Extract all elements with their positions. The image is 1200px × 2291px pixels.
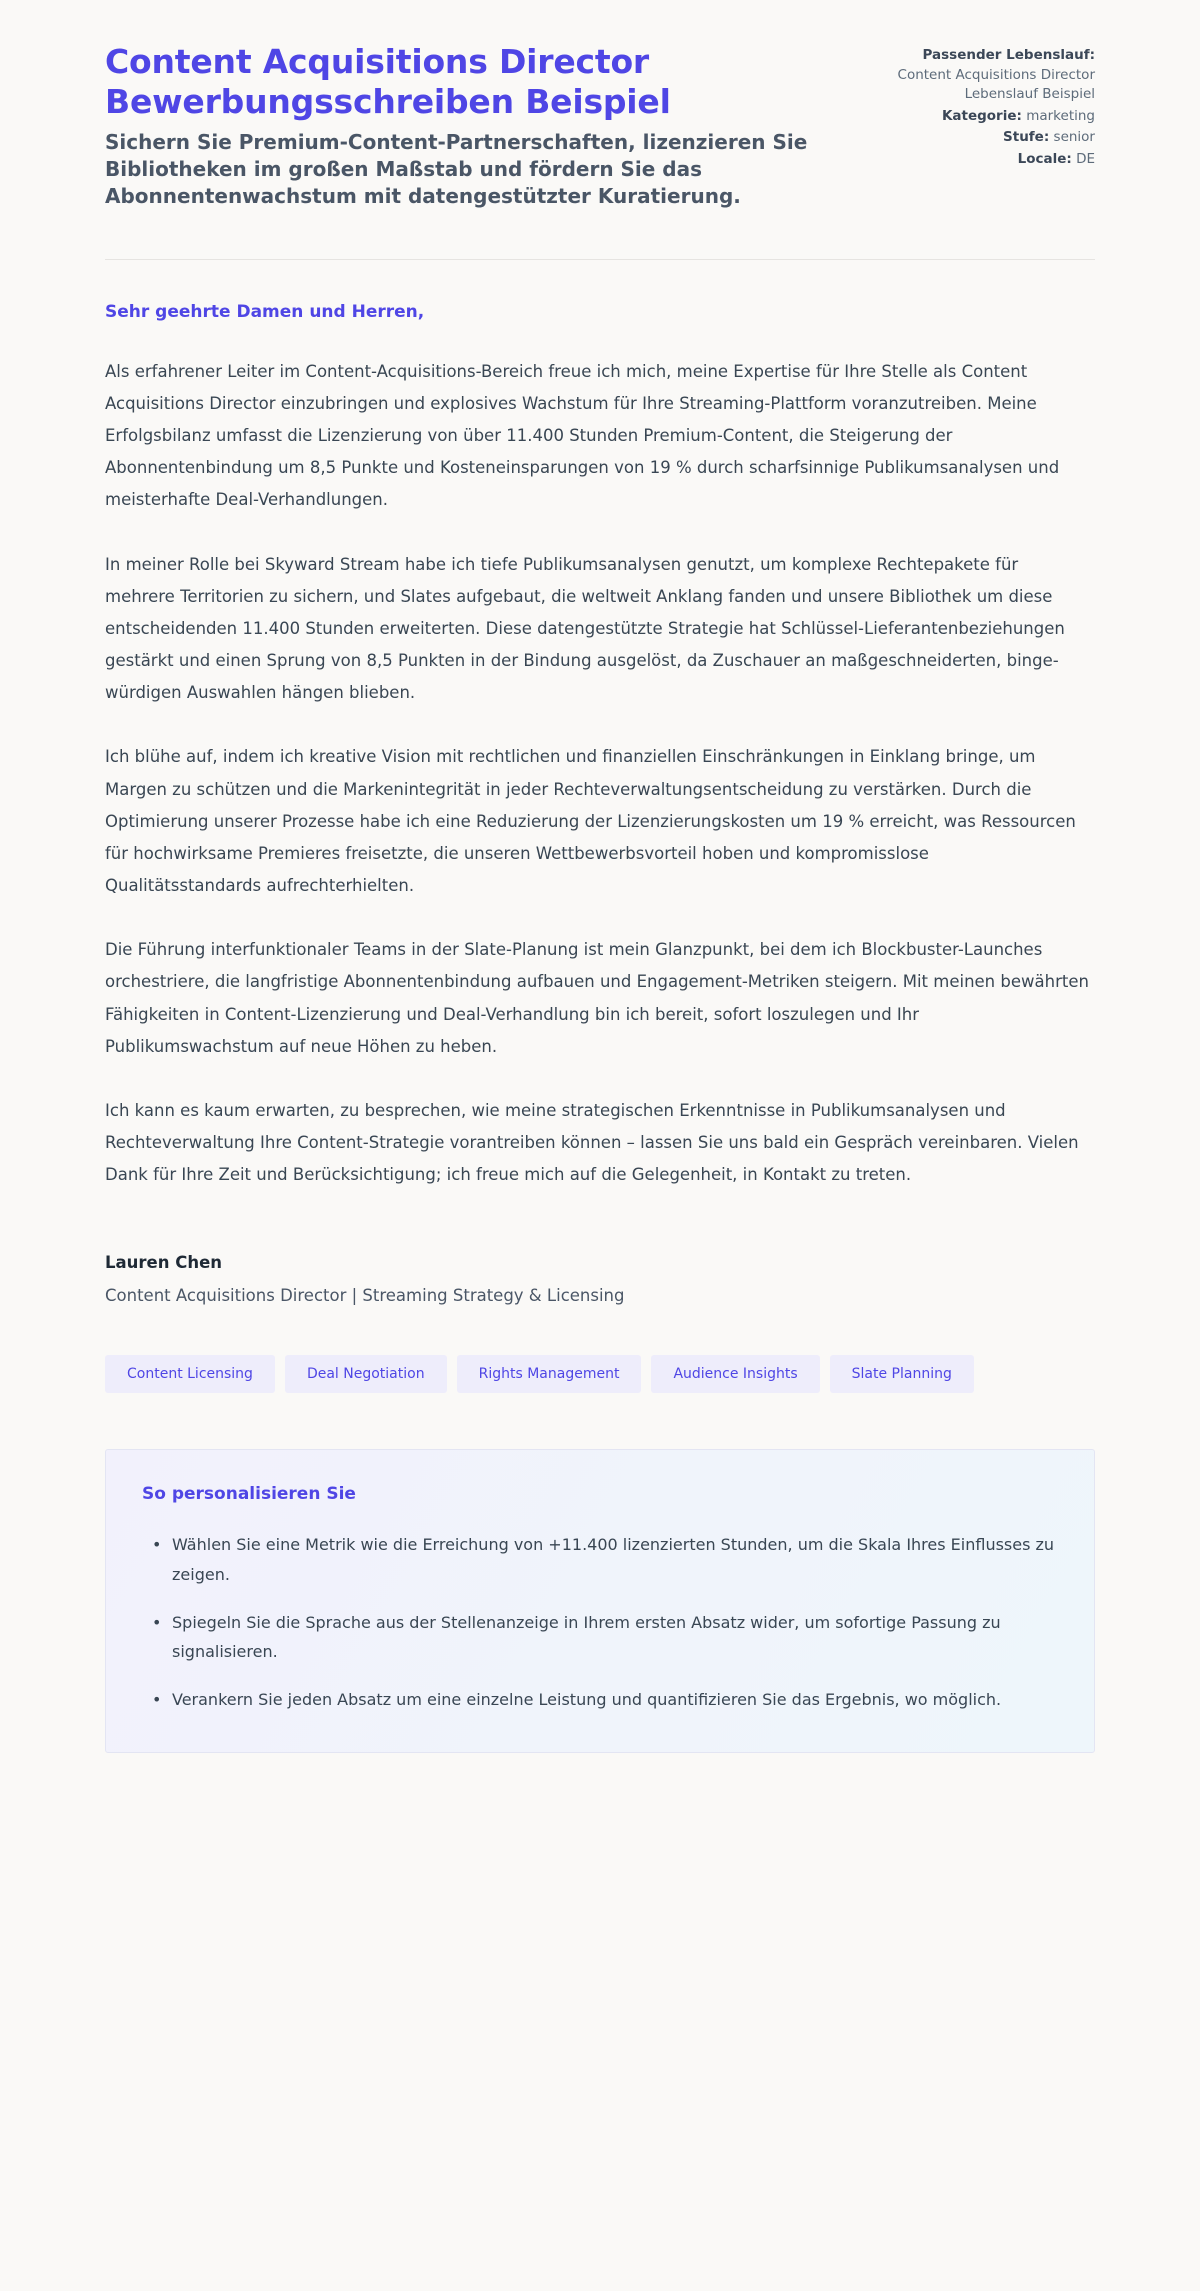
salutation: Sehr geehrte Damen und Herren, bbox=[105, 301, 425, 322]
meta-row-level bbox=[885, 128, 1095, 148]
header-text-block bbox=[105, 42, 845, 211]
meta-label-resume: Passender Lebenslauf: bbox=[922, 47, 1095, 63]
letter-paragraph: Die Führung interfunktionaler Teams in der Slate-Planung ist mein Glanzpunkt, bei dem ich Blockbuster-Launches orchestriere, die langfristige Abonnentenbindung aufbauen und Engagement-Metriken steigern. Mit meinen bewährten Fähigkeiten in Content-Lizenzierung und Deal-Verhandlung bin ich bereit, sofort loszulegen und Ihr Publikumswachstum auf neue Höhen zu heben. bbox=[105, 940, 1089, 1056]
meta-label-category: Kategorie: bbox=[941, 107, 1022, 124]
page-title: Content Acquisitions Director Bewerbungsschreiben Beispiel bbox=[105, 42, 671, 122]
meta-row-locale bbox=[885, 150, 1095, 170]
callout-list-item: • Wählen Sie eine Metrik wie die Erreichung von +11.400 lizenzierten Stunden, um die Skala Ihres Einflusses zu zeigen. bbox=[164, 1530, 1058, 1589]
skill-tag[interactable]: Slate Planning bbox=[830, 1355, 974, 1393]
callout-list-item: • Verankern Sie jeden Absatz um eine einzelne Leistung und quantifizieren Sie das Ergebnis, wo möglich. bbox=[164, 1685, 1058, 1715]
letter-paragraph: Ich kann es kaum erwarten, zu besprechen, wie meine strategischen Erkenntnisse in Publikumsanalysen und Rechteverwaltung Ihre Content-Strategie vorantreiben können – lassen Sie uns bald ein Gespräch vereinbaren. Vielen Dank für Ihre Zeit und Berücksichtigung; ich freue mich auf die Gelegenheit, in Kontakt zu treten. bbox=[105, 1100, 1079, 1185]
skill-tag[interactable]: Content Licensing bbox=[105, 1355, 275, 1393]
meta-label-locale: Locale: bbox=[1017, 150, 1072, 167]
callout-list bbox=[142, 1530, 1058, 1714]
skill-tag[interactable]: Deal Negotiation bbox=[285, 1355, 447, 1393]
callout-list-item: • Spiegeln Sie die Sprache aus der Stellenanzeige in Ihrem ersten Absatz wider, um sofortige Passung zu signalisieren. bbox=[164, 1608, 1058, 1667]
callout-title: So personalisieren Sie bbox=[142, 1484, 356, 1505]
skill-tag[interactable]: Audience Insights bbox=[651, 1355, 819, 1393]
meta-row-resume bbox=[885, 46, 1095, 105]
letter-paragraph: Ich blühe auf, indem ich kreative Vision mit rechtlichen und finanziellen Einschränkungen in Einklang bringe, um Margen zu schützen und die Markenintegrität in jeder Rechteverwaltungsentscheidung zu verstärken. Durch die Optimierung unserer Prozesse habe ich eine Reduzierung der Lizenzierungskosten um 19 % erreicht, was Ressourcen für hochwirksame Premieres freisetzte, die unseren Wettbewerbsvorteil hoben und kompromisslose Qualitätsstandards aufrechterhielten. bbox=[105, 747, 1076, 896]
meta-row-category bbox=[885, 107, 1095, 127]
meta-value-category: marketing bbox=[1026, 107, 1095, 124]
signature-role: Content Acquisitions Director | Streaming Strategy & Licensing bbox=[105, 1286, 625, 1306]
letter-body bbox=[105, 260, 1095, 1754]
signature-name: Lauren Chen bbox=[105, 1253, 223, 1273]
personalization-callout bbox=[105, 1449, 1095, 1753]
meta-value-resume: Content Acquisitions Director Lebenslauf Beispiel bbox=[897, 66, 1095, 103]
signature-block bbox=[105, 1253, 1095, 1305]
letter-paragraph: In meiner Rolle bei Skyward Stream habe ich tiefe Publikumsanalysen genutzt, um komplexe Rechtepakete für mehrere Territorien zu sichern, und Slates aufgebaut, die weltweit Anklang fanden und unsere Bibliothek um diese entscheidenden 11.400 Stunden erweiterten. Diese datengestützte Strategie hat Schlüssel-Lieferantenbeziehungen gestärkt und einen Sprung von 8,5 Punkten in der Bindung ausgelöst, da Zuschauer an maßgeschneiderten, binge-würdigen Auswahlen hängen blieben. bbox=[105, 554, 1065, 703]
letter-paragraph: Als erfahrener Leiter im Content-Acquisitions-Bereich freue ich mich, meine Expertise für Ihre Stelle als Content Acquisitions Director einzubringen und explosives Wachstum für Ihre Streaming-Plattform voranzutreiben. Meine Erfolgsbilanz umfasst die Lizenzierung von über 11.400 Stunden Premium-Content, die Steigerung der Abonnentenbindung um 8,5 Punkte und Kosteneinsparungen von 19 % durch scharfsinnige Publikumsanalysen und meisterhafte Deal-Verhandlungen. bbox=[105, 361, 1060, 510]
page-header bbox=[105, 42, 1095, 211]
meta-value-level: senior bbox=[1053, 129, 1095, 146]
meta-value-locale: DE bbox=[1076, 150, 1095, 167]
meta-info-block bbox=[885, 42, 1095, 171]
skill-tag-list bbox=[105, 1355, 1095, 1393]
skill-tag[interactable]: Rights Management bbox=[457, 1355, 642, 1393]
meta-label-level: Stufe: bbox=[1003, 129, 1050, 146]
page-subtitle: Sichern Sie Premium-Content-Partnerschaften, lizenzieren Sie Bibliotheken im großen Maßstab und fördern Sie das Abonnentenwachstum mit datengestützter Kuratierung. bbox=[105, 129, 808, 209]
